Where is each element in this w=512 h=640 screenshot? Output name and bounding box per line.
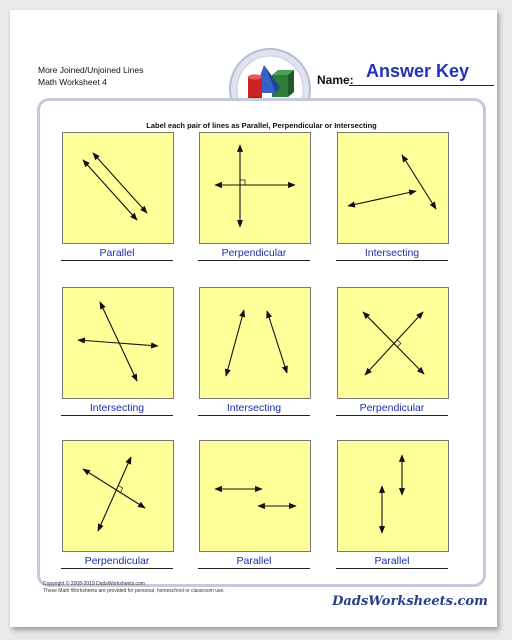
arrow-line bbox=[226, 310, 244, 376]
arrow-line bbox=[98, 457, 131, 531]
line-diagram bbox=[63, 288, 173, 398]
problem-card bbox=[199, 440, 311, 552]
answer-line bbox=[336, 568, 448, 569]
problem-card bbox=[62, 287, 174, 399]
problem-card bbox=[199, 287, 311, 399]
answer-line bbox=[61, 568, 173, 569]
answer-label: Intersecting bbox=[226, 402, 282, 414]
answer-label: Parallel bbox=[374, 555, 410, 567]
problem-card bbox=[337, 287, 449, 399]
arrow-line bbox=[100, 302, 137, 381]
arrow-line bbox=[402, 155, 436, 209]
line-diagram bbox=[338, 288, 448, 398]
problem-card bbox=[62, 440, 174, 552]
line-diagram bbox=[338, 441, 448, 551]
dadsworksheets-logo bbox=[332, 588, 488, 612]
line-diagram bbox=[200, 441, 310, 551]
arrow-line bbox=[83, 160, 137, 220]
line-diagram bbox=[338, 133, 448, 243]
problem-card bbox=[199, 132, 311, 244]
answer-label: Perpendicular bbox=[221, 247, 287, 259]
answer-label: Perpendicular bbox=[359, 402, 425, 414]
arrow-line bbox=[365, 312, 423, 375]
answer-line bbox=[61, 260, 173, 261]
answer-key-title: Answer Key bbox=[366, 61, 470, 81]
arrow-line bbox=[93, 153, 147, 213]
worksheet-page bbox=[10, 10, 497, 627]
line-diagram bbox=[200, 133, 310, 243]
answer-line bbox=[336, 415, 448, 416]
line-diagram bbox=[63, 441, 173, 551]
problem-card bbox=[337, 440, 449, 552]
right-angle-mark bbox=[240, 180, 245, 185]
name-label: Name: bbox=[317, 73, 354, 87]
line-diagram bbox=[63, 133, 173, 243]
worksheet-title bbox=[38, 64, 143, 88]
answer-line bbox=[61, 415, 173, 416]
arrow-line bbox=[348, 191, 416, 206]
copyright-text: Copyright © 2008-2019 DadsWorksheets.com bbox=[43, 581, 145, 587]
answer-label: Intersecting bbox=[364, 247, 420, 259]
arrow-line bbox=[83, 469, 145, 508]
usage-notice: These Math Worksheets are provided for personal, homeschool or classroom use. bbox=[43, 588, 225, 594]
name-line bbox=[349, 85, 494, 86]
answer-line bbox=[198, 415, 310, 416]
answer-line bbox=[198, 260, 310, 261]
answer-line bbox=[336, 260, 448, 261]
title-line-1: More Joined/Unjoined Lines bbox=[38, 65, 144, 75]
answer-label: Intersecting bbox=[89, 402, 145, 414]
right-angle-mark bbox=[397, 340, 401, 347]
instructions: Label each pair of lines as Parallel, Perpendicular or Intersecting bbox=[146, 121, 377, 130]
problem-card bbox=[337, 132, 449, 244]
line-diagram bbox=[200, 288, 310, 398]
problem-card bbox=[62, 132, 174, 244]
answer-label: Parallel bbox=[236, 555, 272, 567]
title-line-2: Math Worksheet 4 bbox=[38, 77, 107, 87]
brand-text: DadsWorksheets.com bbox=[332, 594, 488, 609]
answer-line bbox=[198, 568, 310, 569]
arrow-line bbox=[267, 311, 287, 373]
answer-label: Perpendicular bbox=[84, 555, 150, 567]
answer-label: Parallel bbox=[99, 247, 135, 259]
